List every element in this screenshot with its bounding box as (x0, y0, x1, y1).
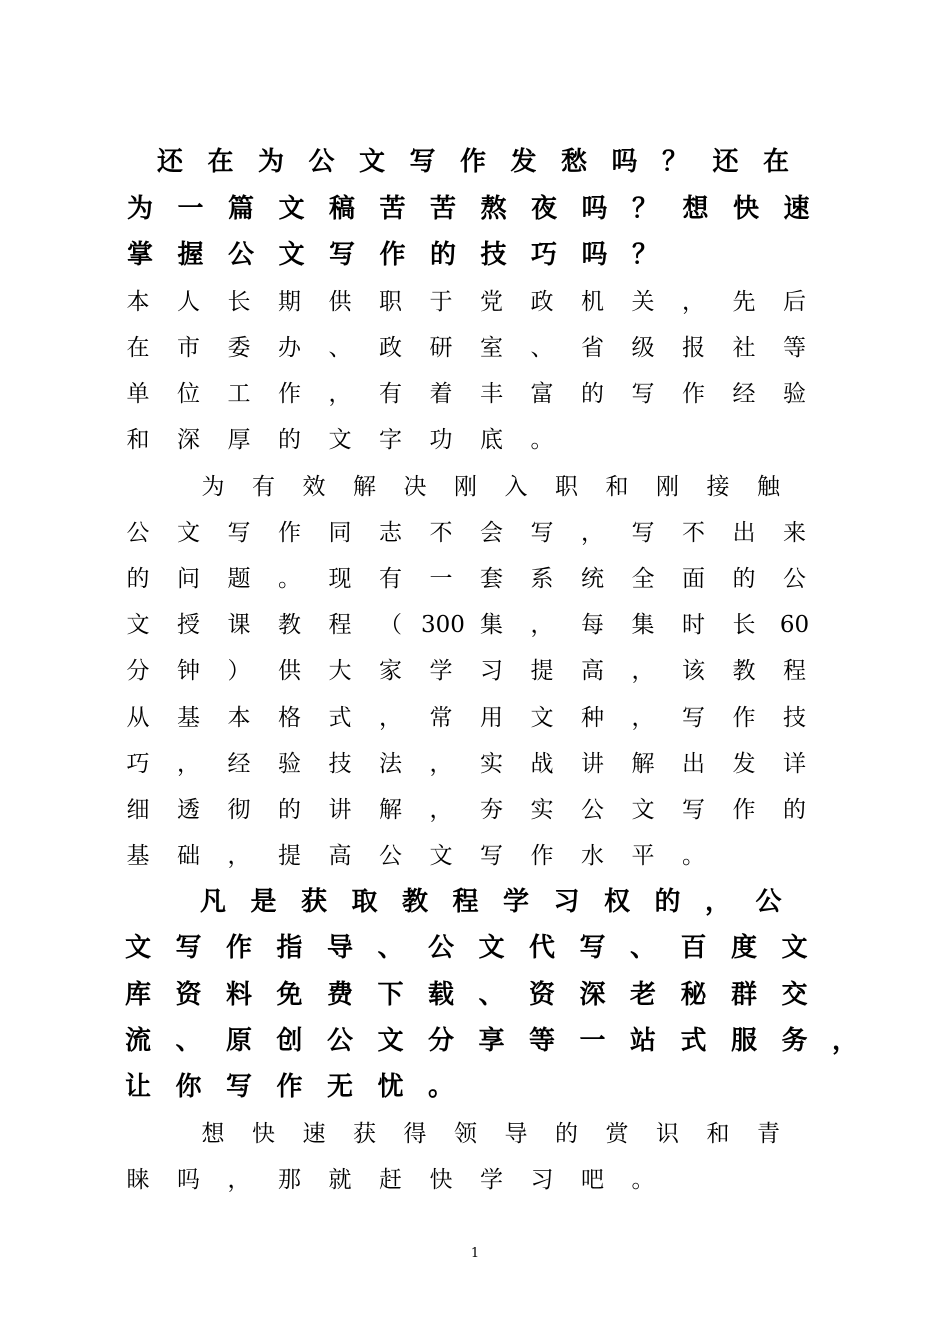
text-line: 流 、 原 创 公 文 分 享 等 一 站 式 服 务 ， (124, 1026, 858, 1056)
text-line: 为 一 篇 文 稿 苦 苦 熬 夜 吗 ？ 想 快 速 (126, 194, 810, 224)
text-line: 睐 吗 ， 那 就 赶 快 学 习 吧 。 (126, 1167, 655, 1193)
text-line: 想 快 速 获 得 领 导 的 赏 识 和 青 (201, 1121, 780, 1147)
text-line: 让 你 写 作 无 忧 。 (124, 1072, 454, 1102)
text-line: 文 写 作 指 导 、 公 文 代 写 、 百 度 文 (124, 933, 808, 963)
text-line: 在 市 委 办 、 政 研 室 、 省 级 报 社 等 (126, 335, 806, 361)
text-line: 库 资 料 免 费 下 载 、 资 深 老 秘 群 交 (124, 980, 808, 1010)
text-line: 的 问 题 。 现 有 一 套 系 统 全 面 的 公 (126, 566, 806, 592)
text-line: 单 位 工 作 ， 有 着 丰 富 的 写 作 经 验 (126, 381, 806, 407)
text-line: 公 文 写 作 同 志 不 会 写 ， 写 不 出 来 (126, 520, 806, 546)
text-line: 基 础 ， 提 高 公 文 写 作 水 平 。 (126, 843, 705, 869)
text-line: 文 授 课 教 程 （ 300 集 ， 每 集 时 长 60 (126, 612, 810, 638)
text-line: 巧 ， 经 验 技 法 ， 实 战 讲 解 出 发 详 (126, 751, 806, 777)
text-line: 本 人 长 期 供 职 于 党 政 机 关 ， 先 后 (126, 289, 806, 315)
text-line: 还 在 为 公 文 写 作 发 愁 吗 ？ 还 在 (156, 147, 789, 177)
text-line: 为 有 效 解 决 刚 入 职 和 刚 接 触 (201, 474, 780, 500)
text-line: 掌 握 公 文 写 作 的 技 巧 吗 ？ (126, 240, 658, 270)
text-line: 从 基 本 格 式 ， 常 用 文 种 ， 写 作 技 (126, 705, 806, 731)
text-line: 分 钟 ） 供 大 家 学 习 提 高 ， 该 教 程 (126, 658, 806, 684)
text-line: 和 深 厚 的 文 字 功 底 。 (126, 427, 554, 453)
text-line: 细 透 彻 的 讲 解 ， 夯 实 公 文 写 作 的 (126, 797, 806, 823)
text-line: 凡 是 获 取 教 程 学 习 权 的 ， 公 (199, 887, 782, 917)
page-number: 1 (470, 1246, 480, 1261)
